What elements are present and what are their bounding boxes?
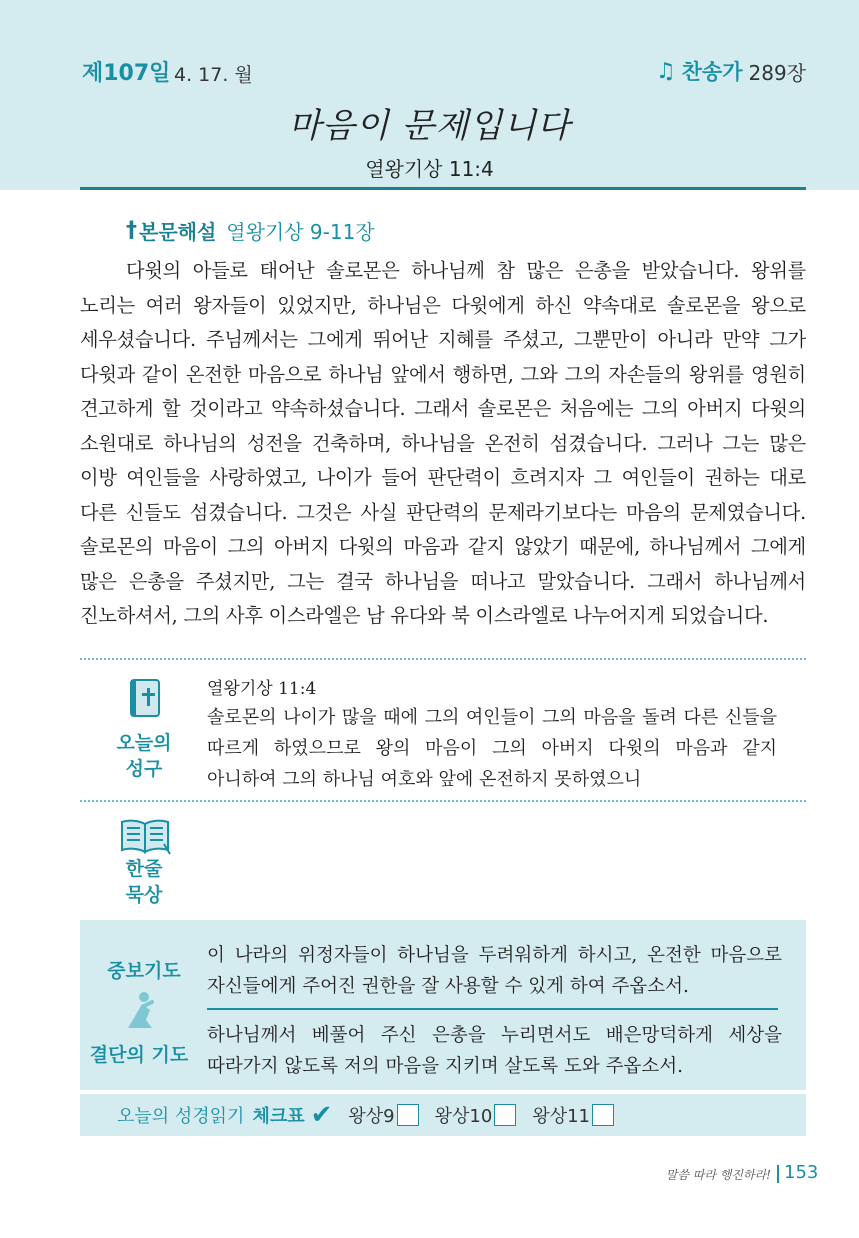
checklist-label: 체크표 <box>252 1106 305 1127</box>
open-book-icon <box>118 816 172 860</box>
divider <box>80 800 806 802</box>
reading-item-label: 왕상9 <box>348 1106 395 1127</box>
title-reference: 열왕기상 11:4 <box>365 157 494 181</box>
header-divider <box>80 187 806 190</box>
intercession-label: 중보기도 <box>107 960 181 982</box>
reading-item-label: 왕상11 <box>532 1106 591 1127</box>
footer-slogan: 말씀 따라 행진하라! <box>665 1168 771 1182</box>
hymn-info <box>656 56 806 86</box>
commentary-label: 본문해설 <box>139 220 217 244</box>
intercession-text: 이 나라의 위정자들이 하나님을 두려워하게 하시고, 온전한 마음으로 자신들에게 주어진 권한을 잘 사용할 수 있게 하여 주옵소서. <box>207 945 782 997</box>
cross-icon: † <box>126 218 137 243</box>
praying-person-icon <box>124 990 160 1036</box>
commentary-text: 다윗의 아들로 태어난 솔로몬은 하나님께 참 많은 은총을 받았습니다. 왕위를 노리는 여러 왕자들이 있었지만, 하나님은 다윗에게 하신 약속대로 솔로몬을 왕으로 세우셨습니다. 주님께서는 그에게 뛰어난 지혜를 주셨고, 그뿐만이 아니라 만약 그가 다윗과 같이 온전한 마음으로 하나님 앞에서 행하면, 그와 그의 자손들의 왕위를 영원히 견고하게 할 것이라고 약속하셨습니다. 그래서 솔로몬은 처음에는 그의 아버지 다윗의 소원대로 하나님의 성전을 건축하며, 하나님을 온전히 섬겼습니다. 그러나 그는 많은 이방 여인들을 사랑하였고, 나이가 들어 판단력이 흐려지자 그 여인들이 권하는 대로 다른 신들도 섬겼습니다. 그것은 사실 판단력의 문제라기보다는 마음의 문제였습니다. 솔로몬의 마음이 그의 아버지 다윗의 마음과 같지 않았기 때문에, 하나님께서 그에게 많은 은총을 주셨지만, 그는 결국 하나님을 떠나고 말았습니다. 그래서 하나님께서 진노하셔서, 그의 사후 이스라엘은 남 유다와 북 이스라엘로 나누어지게 되었습니다. <box>80 259 806 627</box>
verse-text: 솔로몬의 나이가 많을 때에 그의 여인들이 그의 마음을 돌려 다른 신들을 따르게 하였으므로 왕의 마음이 그의 아버지 다윗의 마음과 같지 아니하여 그의 하나님 여호와 앞에 온전하지 못하였으니 <box>207 707 777 790</box>
decision-prayer-label: 결단의 기도 <box>89 1044 189 1066</box>
prayer-divider <box>207 1008 778 1010</box>
meditation-label: 한줄 묵상 <box>125 858 163 906</box>
page-number: 153 <box>784 1162 819 1183</box>
hymn-label: 찬송가 <box>681 60 743 84</box>
reading-checkbox[interactable] <box>494 1104 516 1126</box>
reading-check-label: 오늘의 성경읽기 <box>117 1106 245 1127</box>
bible-icon <box>128 678 162 722</box>
commentary-heading <box>126 216 375 245</box>
commentary-reference: 열왕기상 9-11장 <box>226 220 375 244</box>
day-label: 제107일 <box>82 61 171 86</box>
page-title: 마음이 문제입니다 <box>288 106 571 146</box>
reading-checkbox[interactable] <box>592 1104 614 1126</box>
reading-checkbox[interactable] <box>397 1104 419 1126</box>
hymn-number: 289장 <box>748 60 806 85</box>
date-text: 4. 17. 월 <box>174 64 253 86</box>
divider <box>80 658 806 660</box>
verse-reference: 열왕기상 11:4 <box>207 679 317 699</box>
music-note-icon: ♫ <box>655 58 676 84</box>
reading-item[interactable] <box>532 1102 614 1128</box>
reading-item-label: 왕상10 <box>434 1106 493 1127</box>
todays-verse-label: 오늘의 성구 <box>116 732 172 780</box>
reading-item[interactable] <box>435 1102 517 1128</box>
checkmark-icon: ✔ <box>310 1100 333 1130</box>
decision-prayer-text: 하나님께서 베풀어 주신 은총을 누리면서도 배은망덕하게 세상을 따라가지 않도록 저의 마음을 지키며 살도록 도와 주옵소서. <box>207 1025 782 1077</box>
reading-check-bar <box>80 1094 806 1136</box>
footer-divider <box>777 1165 779 1183</box>
reading-item[interactable] <box>348 1102 418 1128</box>
